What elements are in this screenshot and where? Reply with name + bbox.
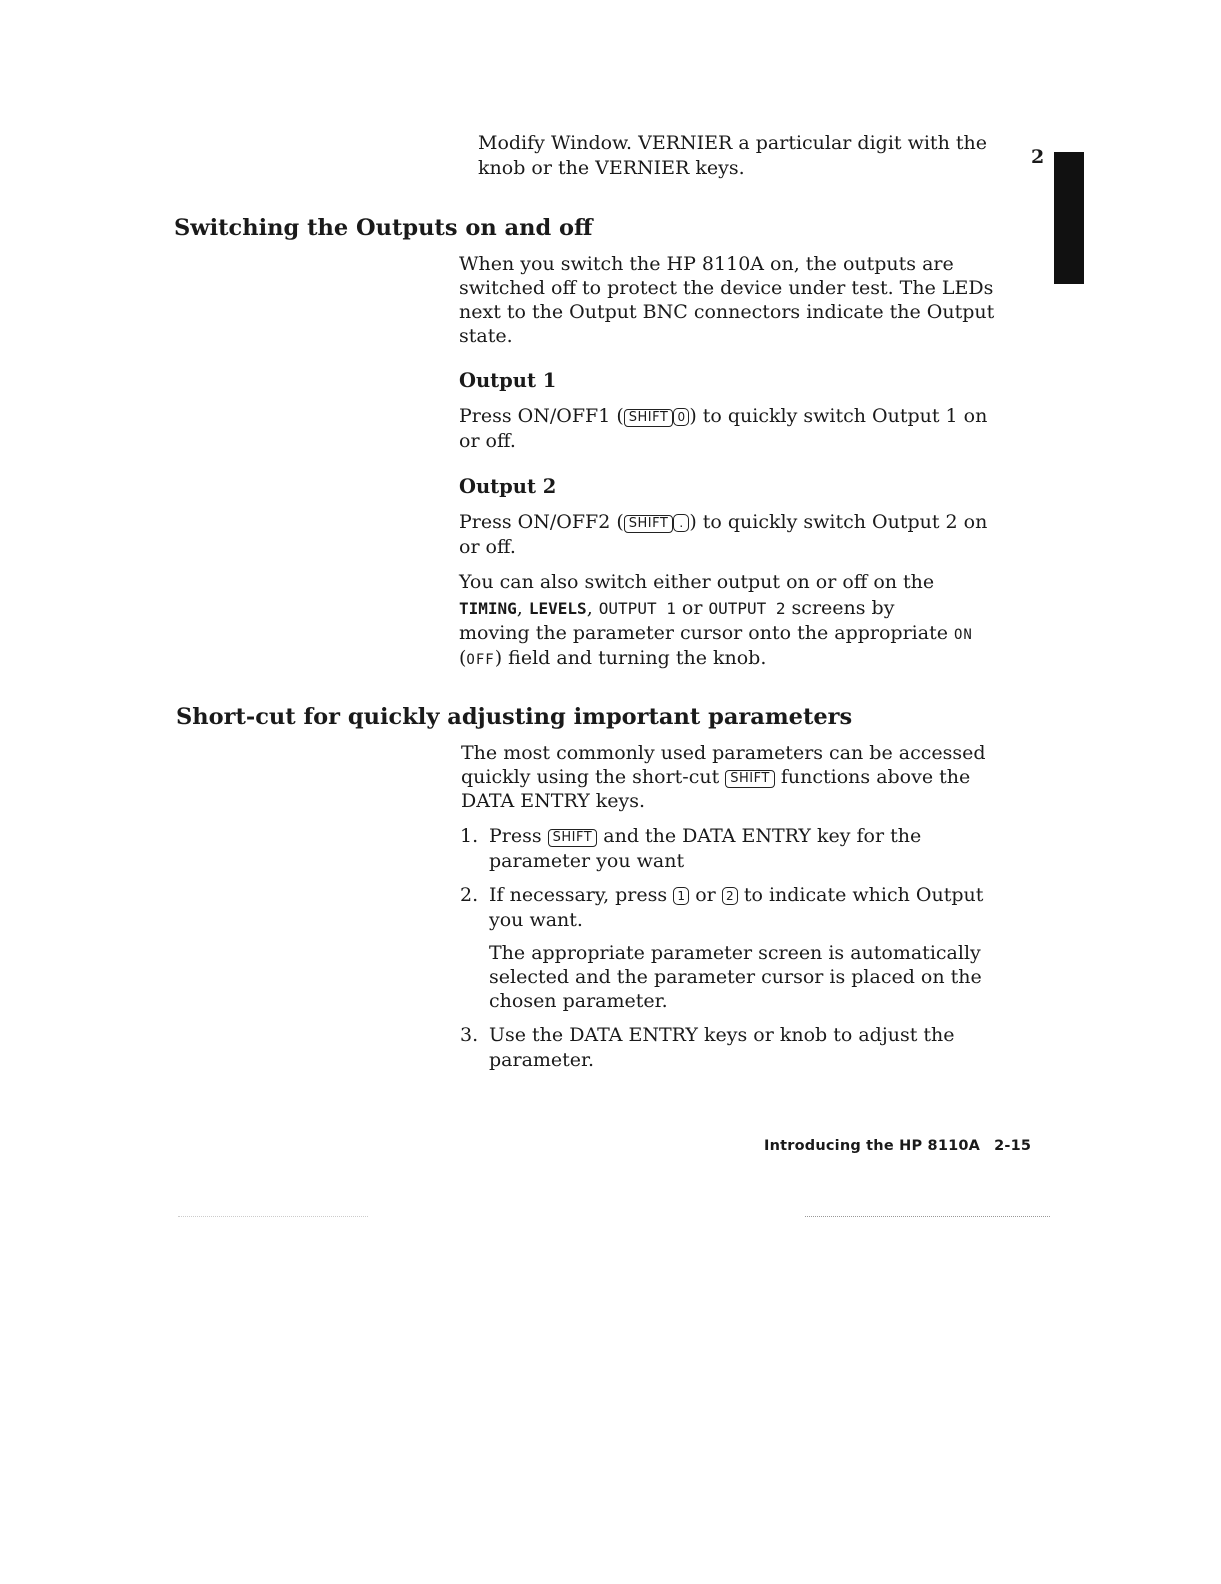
scan-artifact-line <box>805 1216 1050 1218</box>
also-line-2-tail: screens by <box>785 597 895 619</box>
step1-post: and the DATA ENTRY key for the <box>597 825 922 847</box>
step1-pre: Press <box>489 825 548 847</box>
step-number: 1. <box>460 825 479 847</box>
screen-levels: LEVELS <box>528 599 587 618</box>
output2-line-2: or off. <box>459 536 516 558</box>
also-line-4 <box>459 646 766 673</box>
section-heading-switching-outputs: Switching the Outputs on and off <box>174 215 593 241</box>
footer-title: Introducing the HP 8110A <box>764 1138 981 1154</box>
sep-1: , <box>516 597 529 619</box>
section2-para-line-2-pre: quickly using the short-cut <box>461 766 726 788</box>
step-text <box>489 824 999 873</box>
field-on: ON <box>953 627 973 643</box>
also-line-1: You can also switch either output on or off on the <box>459 571 935 593</box>
sep-2: , <box>586 597 599 619</box>
shift-key: SHIFT <box>624 515 674 533</box>
section2-para-line-2 <box>461 765 970 790</box>
step2-note-line-1: The appropriate parameter screen is automatically <box>489 942 981 964</box>
output1-line-1 <box>459 404 987 429</box>
section-heading-short-cut: Short-cut for quickly adjusting important parameters <box>176 704 853 730</box>
step3-line-2: parameter. <box>489 1048 595 1071</box>
section1-para-line-2: switched off to protect the device under test. The LEDs <box>459 277 994 299</box>
intro-line-1: Modify Window. VERNIER a particular digit with the <box>478 132 987 154</box>
section1-para-line-1: When you switch the HP 8110A on, the outputs are <box>459 253 954 275</box>
chapter-number: 2 <box>1031 146 1045 168</box>
key-2: 2 <box>722 887 738 905</box>
page-footer <box>764 1138 1031 1154</box>
section2-para-line-1: The most commonly used parameters can be accessed <box>461 742 986 764</box>
step-number: 2. <box>460 884 479 906</box>
screen-output-2: OUTPUT 2 <box>708 599 786 618</box>
intro-line-2: knob or the VERNIER keys. <box>478 157 745 179</box>
also-line-4-pre: ( <box>459 647 467 669</box>
output2-post: ) to quickly switch Output 2 on <box>689 511 988 533</box>
sep-3: or <box>675 597 709 619</box>
shift-key: SHIFT <box>725 770 775 788</box>
output2-line-1 <box>459 510 987 535</box>
step2-pre: If necessary, press <box>489 884 674 906</box>
step2-mid: or <box>689 884 722 906</box>
also-line-3-pre: moving the parameter cursor onto the appropriate <box>459 622 954 644</box>
field-off: OFF <box>466 652 495 668</box>
step-text <box>489 1023 999 1072</box>
step-number: 3. <box>460 1024 479 1046</box>
screen-output-1: OUTPUT 1 <box>598 599 676 618</box>
subheading-output-1: Output 1 <box>459 369 557 392</box>
key-0: 0 <box>673 408 689 426</box>
output1-post: ) to quickly switch Output 1 on <box>689 405 988 427</box>
section1-para-line-4: state. <box>459 325 513 347</box>
step2-note-line-3: chosen parameter. <box>489 990 668 1012</box>
page-number: 2-15 <box>994 1138 1032 1154</box>
step1-line-2: parameter you want <box>489 849 685 872</box>
key-dot: . <box>673 514 689 532</box>
section2-para-line-3: DATA ENTRY keys. <box>461 790 646 812</box>
scan-artifact-dots <box>178 1216 368 1218</box>
also-line-3 <box>459 621 973 648</box>
step-text <box>489 883 999 932</box>
step3-line-1: Use the DATA ENTRY keys or knob to adjust the <box>489 1024 955 1046</box>
shift-key: SHIFT <box>624 409 674 427</box>
also-line-4-post: ) field and turning the knob. <box>494 647 767 669</box>
step2-note-line-2: selected and the parameter cursor is placed on the <box>489 966 982 988</box>
output1-line-2: or off. <box>459 430 516 452</box>
output1-pre: Press ON/OFF1 ( <box>459 405 624 427</box>
key-1: 1 <box>673 887 689 905</box>
also-line-2 <box>459 596 894 622</box>
chapter-tab-bar <box>1054 152 1084 284</box>
section1-para-line-3: next to the Output BNC connectors indicate the Output <box>459 301 995 323</box>
section2-para-line-2-post: functions above the <box>774 766 971 788</box>
output2-pre: Press ON/OFF2 ( <box>459 511 624 533</box>
screen-timing: TIMING <box>459 599 517 618</box>
step2-post: to indicate which Output <box>737 884 984 906</box>
step2-line-2: you want. <box>489 908 583 931</box>
subheading-output-2: Output 2 <box>459 475 557 498</box>
shift-key: SHIFT <box>548 829 598 847</box>
